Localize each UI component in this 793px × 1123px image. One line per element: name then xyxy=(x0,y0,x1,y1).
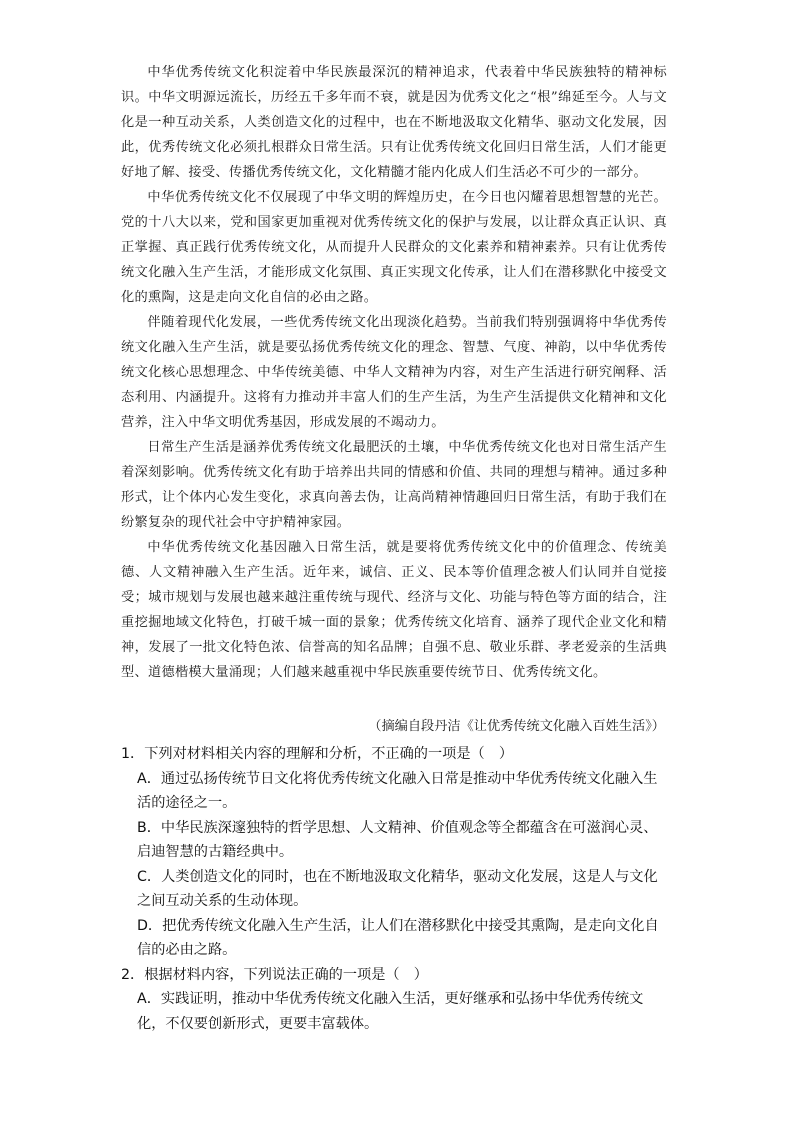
question-2 xyxy=(121,963,669,1037)
passage-paragraph-2: 中华优秀传统文化不仅展现了中华文明的辉煌历史，在今日也闪耀着思想智慧的光芒。党的十八大以来，党和国家更加重视对优秀传统文化的保护与发展，以让群众真正认识、真正掌握、真正践行优秀传统文化，从而提升人民群众的文化素养和精神素养。只有让优秀传统文化融入生产生活，才能形成文化氛围、真正实现文化传承，让人们在潜移默化中接受文化的熏陶，这是走向文化自信的必由之路。 xyxy=(121,190,667,305)
option-a: A．通过弘扬传统节日文化将优秀传统文化融入日常是推动中华优秀传统文化融入生活的途径之一。 xyxy=(137,770,658,811)
reading-passage xyxy=(121,60,667,685)
question-stem: 1．下列对材料相关内容的理解和分析，不正确的一项是（ ） xyxy=(121,746,514,762)
question-list xyxy=(121,742,669,1036)
option-b: B．中华民族深邃独特的哲学思想、人文精神、价值观念等全都蕴含在可滋润心灵、启迪智慧的古籍经典中。 xyxy=(137,819,658,860)
option-d: D．把优秀传统文化融入生产生活，让人们在潜移默化中接受其熏陶，是走向文化自信的必由之路。 xyxy=(137,917,659,958)
passage-paragraph-5: 中华优秀传统文化基因融入日常生活，就是要将优秀传统文化中的价值理念、传统美德、人文精神融入生产生活。近年来，诚信、正义、民本等价值理念被人们认同并自觉接受；城市规划与发展也越来越注重传统与现代、经济与文化、功能与特色等方面的结合，注重挖掘地域文化特色，打破千城一面的景象；优秀传统文化培育、涵养了现代企业文化和精神，发展了一批文化特色浓、信誉高的知名品牌；自强不息、敬业乐群、孝老爱亲的生活典型、道德楷模大量涌现；人们越来越重视中华民族重要传统节日、优秀传统文化。 xyxy=(121,540,667,680)
question-1 xyxy=(121,742,669,963)
passage-paragraph-3: 伴随着现代化发展，一些优秀传统文化出现淡化趋势。当前我们特别强调将中华优秀传统文化融入生产生活，就是要弘扬优秀传统文化的理念、智慧、气度、神韵，以中华优秀传统文化核心思想理念、中华传统美德、中华人文精神为内容，对生产生活进行研究阐释、活态利用、内涵提升。这将有力推动并丰富人们的生产生活，为生产生活提供文化精神和文化营养，注入中华文明优秀基因，形成发展的不竭动力。 xyxy=(121,315,667,430)
passage-source: （摘编自段丹洁《让优秀传统文化融入百姓生活》） xyxy=(368,719,665,734)
question-stem: 2．根据材料内容，下列说法正确的一项是（ ） xyxy=(121,966,428,983)
option-c: C．人类创造文化的同时，也在不断地汲取文化精华，驱动文化发展，这是人与文化之间互动关系的生动体现。 xyxy=(137,868,658,909)
passage-paragraph-4: 日常生产生活是涵养优秀传统文化最肥沃的土壤，中华优秀传统文化也对日常生活产生着深刻影响。优秀传统文化有助于培养出共同的情感和价值、共同的理想与精神。通过多种形式，让个体内心发生变化，求真向善去伪，让高尚精神情趣回归日常生活，有助于我们在纷繁复杂的现代社会中守护精神家园。 xyxy=(121,440,667,530)
passage-paragraph-1: 中华优秀传统文化积淀着中华民族最深沉的精神追求，代表着中华民族独特的精神标识。中华文明源远流长，历经五千多年而不衰，就是因为优秀文化之“根”绵延至今。人与文化是一种互动关系，人类创造文化的过程中，也在不断地汲取文化精华、驱动文化发展，因此，优秀传统文化必须扎根群众日常生活。只有让优秀传统文化回归日常生活，人们才能更好地了解、接受、传播优秀传统文化，文化精髓才能内化成人们生活必不可少的一部分。 xyxy=(121,65,667,180)
option-a: A．实践证明，推动中华优秀传统文化融入生活，更好继承和弘扬中华优秀传统文化，不仅要创新形式，更要丰富载体。 xyxy=(137,991,644,1032)
